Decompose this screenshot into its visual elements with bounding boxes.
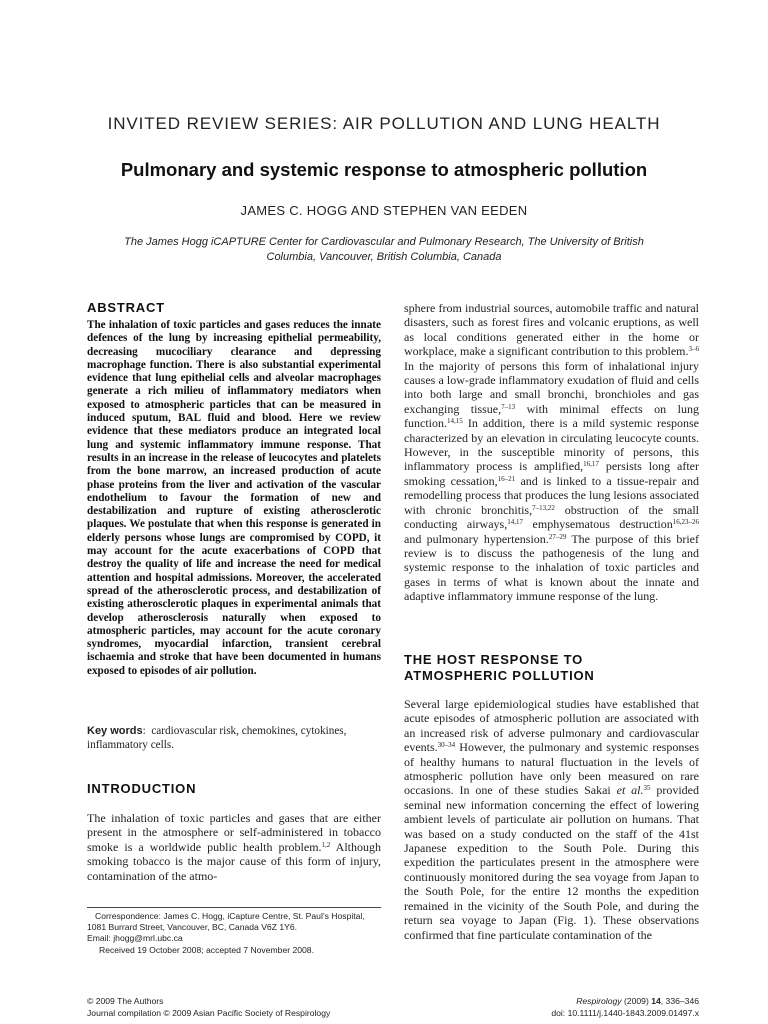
introduction-text: The inhalation of toxic particles and gases that are either present in the atmosphere or self-administered in tobacco smoke is a worldwide public health problem.$^{1,2}$ Although smoking tobacco is the major cause of this form of injury, contamination of the atmo- — [87, 811, 381, 883]
keywords: Key words: cardiovascular risk, chemokines, cytokines, inflammatory cells. — [87, 725, 347, 751]
article-title: Pulmonary and systemic response to atmospheric pollution — [120, 159, 648, 180]
correspondence-text: Correspondence: James C. Hogg, iCapture Centre, St. Paul’s Hospital, 1081 Burrard Street, Vancouver, BC, Canada V6Z 1Y6. — [87, 911, 365, 933]
abstract-heading: ABSTRACT — [87, 300, 165, 315]
received-dates: Received 19 October 2008; accepted 7 November 2008. — [99, 944, 314, 955]
footer-copyright: © 2009 The Authors Journal compilation © 2009 Asian Pacific Society of Respirology — [87, 996, 331, 1018]
keywords-label: Key words — [87, 725, 143, 737]
footnote-divider — [87, 907, 381, 908]
affiliation: The James Hogg iCAPTURE Center for Cardiovascular and Pulmonary Research, The University of British Columbia, Vancouver, British Columbia, Canada — [124, 236, 644, 263]
host-response-heading: THE HOST RESPONSE TO ATMOSPHERIC POLLUTION — [404, 652, 595, 683]
correspondence-note — [87, 911, 381, 956]
intro-continued-text: sphere from industrial sources, automobile traffic and natural disasters, such as forest fires and volcanic eruptions, as well as local conditions generated either in the home or workplace, make a significant contribution to this problem.$^{3-6}$ In the majority of persons this form of inhalational injury causes a low-grade inflammatory exudation of fluid and cells into both large and small bronchi, bronchioles and gas exchanging tissue,$^{7-13}$ with minimal effects on lung function.$^{14,15}$ In addition, there is a mild systemic response characterized by an elevation in circulating leucocyte counts. However, in the susceptible minority of persons, this inflammatory process is amplified,$^{16,17}$ persists long after smoking cessation,$^{16-21}$ and is linked to a tissue-repair and remodelling process that produces the lung lesions associated with chronic bronchitis,$^{7-13,22}$ obstruction of the small conducting airways,$^{14,17}$ emphysematous destruction$^{16,23-26}$ and pulmonary hypertension.$^{27-29}$ The purpose of this brief review is to discuss the pathogenesis of the lung and systemic response to the inhalation of toxic particles and gases in terms of what is known about the innate and adaptive inflammatory immune response of the lung. — [404, 301, 700, 604]
volume: 14 — [651, 996, 661, 1006]
journal-name: Respirology — [576, 996, 622, 1006]
footer-citation: Respirology (2009) 14, 336–346 doi: 10.1111/j.1440-1843.2009.01497.x — [551, 996, 699, 1018]
authors: JAMES C. HOGG AND STEPHEN VAN EEDEN — [240, 203, 528, 218]
keywords-text: cardiovascular risk, chemokines, cytokines, inflammatory cells. — [87, 725, 347, 751]
correspondence-email[interactable]: Email: jhogg@mrl.ubc.ca — [87, 933, 183, 944]
doi[interactable]: doi: 10.1111/j.1440-1843.2009.01497.x — [551, 1007, 699, 1018]
series-title: INVITED REVIEW SERIES: AIR POLLUTION AND LUNG HEALTH — [107, 114, 661, 133]
host-response-text: Several large epidemiological studies have established that acute episodes of atmospheric pollution are associated with an increased risk of adverse pulmonary and cardiovascular events.$^{30-34}$ However, the pulmonary and systemic responses of healthy humans to natural fluctuation in the levels of atmospheric pollution have only been measured on rare occasions. In one of these studies Sakai et al.$^{35}$ provided seminal new information concerning the effect of lowering ambient levels of particulate air pollution on humans. That was based on a study conducted on the staff of the 41st Japanese expedition to the South Pole. During this expedition the particulates present in the atmosphere were continuously monitored during the sea voyage from Japan to the South Pole, for the entire 12 months the expedition remained in the vicinity of the South Pole, and during the return sea voyage to Japan (Fig. 1). These observations confirmed that fine particulate contamination of the — [404, 697, 699, 942]
abstract-text: The inhalation of toxic particles and gases reduces the innate defences of the lung by increasing epithelial permeability, decreasing mucociliary clearance and depressing macrophage function. There is also substantial experimental evidence that lung epithelial cells and alveolar macrophages generate a rich milieu of inflammatory mediators when exposed to atmospheric particles that can be measured in induced sputum, BAL fluid and blood. Here we review evidence that these mediators produce an integrated local lung and systemic inflammatory immune response. That results in an increase in the release of leucocytes and platelets from the bone marrow, an increased production of acute phase proteins from the liver and activation of the vascular endothelium to favour the formation of new and destabilization and rupture of existing atherosclerotic plaques. We postulate that when this response is generated in elderly persons whose lungs are compromised by COPD, it may account for the acute exacerbations of COPD that destroy the quality of life and increase the need for medical attention and hospital admissions. Moreover, the accelerated spread of the atherosclerotic process, and destabilization of existing atherosclerotic plaques in experimental animals that develop atherosclerosis naturally when exposed to atmospheric particles, may account for the acute coronary syndromes, myocardial infarction, transient cerebral ischaemia and stroke that have been documented in humans exposed to episodes of air pollution. — [87, 319, 381, 677]
introduction-heading: INTRODUCTION — [87, 781, 197, 796]
